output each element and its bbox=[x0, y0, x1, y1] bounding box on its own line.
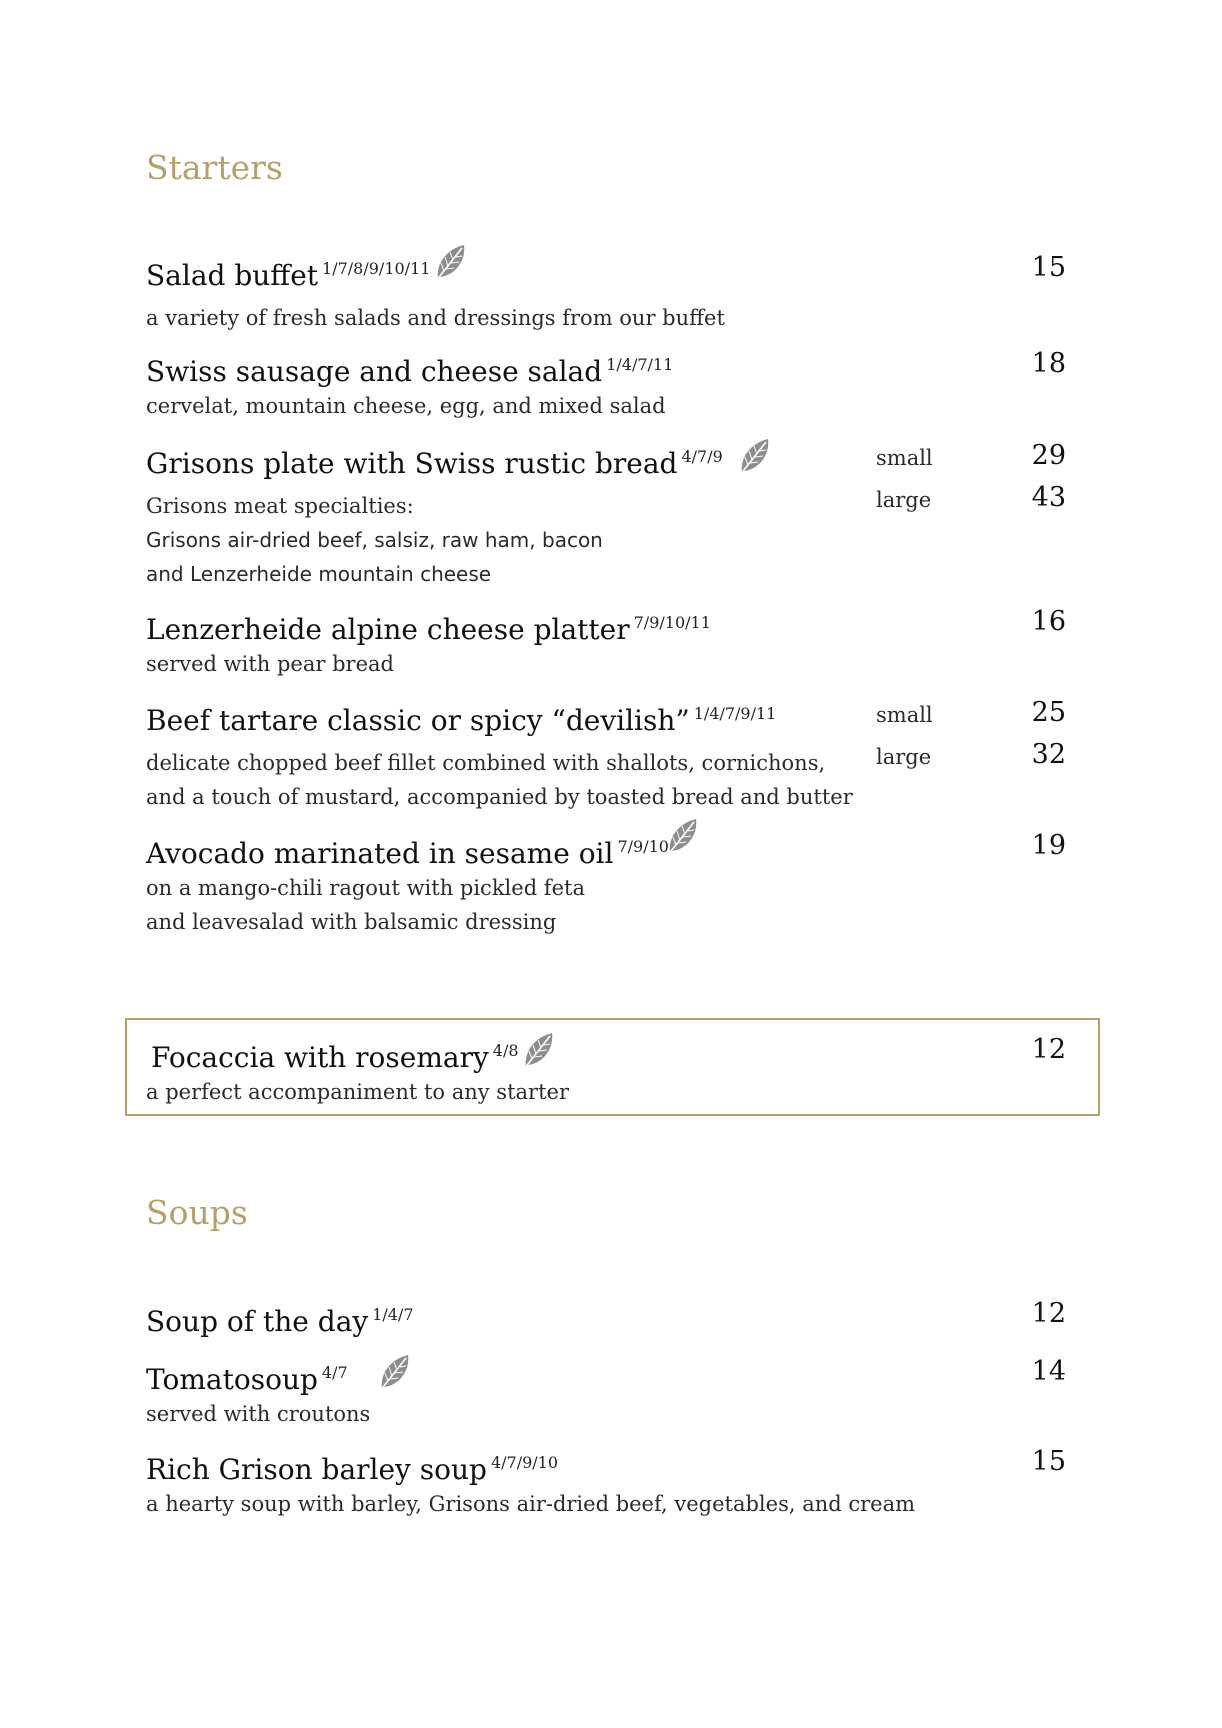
item-description: delicate chopped beef fillet combined with shallots, cornichons, bbox=[146, 751, 826, 775]
item-price: 15 bbox=[1031, 1446, 1066, 1477]
item-description: Grisons meat specialties: bbox=[146, 494, 414, 518]
allergen-codes: 4/7/9/10 bbox=[490, 1453, 559, 1472]
menu-item-avocado bbox=[146, 830, 1066, 939]
item-price: 15 bbox=[1031, 252, 1066, 283]
menu-item-grisons-plate bbox=[146, 440, 1066, 591]
size-label-large: large bbox=[876, 745, 932, 769]
item-name: Salad buffet bbox=[146, 259, 319, 292]
leaf-icon bbox=[520, 1030, 556, 1070]
menu-item-barley-soup bbox=[146, 1446, 1066, 1521]
item-name: Lenzerheide alpine cheese platter bbox=[146, 613, 630, 646]
item-description: a perfect accompaniment to any starter bbox=[146, 1080, 569, 1104]
item-name: Grisons plate with Swiss rustic bread bbox=[146, 447, 678, 480]
leaf-icon bbox=[664, 816, 700, 856]
allergen-codes: 7/9/10 bbox=[617, 837, 669, 856]
menu-item-alpine-cheese-platter bbox=[146, 606, 1066, 681]
item-price-large: 43 bbox=[1031, 482, 1066, 513]
section-title-starters: Starters bbox=[146, 148, 283, 187]
section-title-soups: Soups bbox=[146, 1193, 248, 1232]
item-description: served with pear bread bbox=[146, 652, 394, 676]
size-label-small: small bbox=[876, 703, 933, 727]
item-name: Focaccia with rosemary bbox=[151, 1041, 489, 1074]
item-name: Tomatosoup bbox=[146, 1363, 318, 1396]
menu-item-focaccia bbox=[146, 1034, 1066, 1109]
menu-item-beef-tartare bbox=[146, 697, 1066, 814]
item-description: a hearty soup with barley, Grisons air-dried beef, vegetables, and cream bbox=[146, 1492, 916, 1516]
allergen-codes: 1/4/7/11 bbox=[606, 355, 674, 374]
item-price: 12 bbox=[1031, 1034, 1066, 1065]
item-name: Soup of the day bbox=[146, 1305, 369, 1338]
item-description: on a mango-chili ragout with pickled feta bbox=[146, 876, 585, 900]
allergen-codes: 7/9/10/11 bbox=[633, 613, 711, 632]
item-price: 12 bbox=[1031, 1298, 1066, 1329]
leaf-icon bbox=[376, 1352, 412, 1392]
item-description: served with croutons bbox=[146, 1402, 371, 1426]
leaf-icon bbox=[432, 242, 468, 282]
allergen-codes: 1/4/7 bbox=[372, 1305, 414, 1324]
item-description: Grisons air-dried beef, salsiz, raw ham, bacon bbox=[146, 528, 603, 552]
item-description: and Lenzerheide mountain cheese bbox=[146, 562, 492, 586]
allergen-codes: 4/7/9 bbox=[681, 447, 723, 466]
menu-item-soup-of-the-day bbox=[146, 1298, 1066, 1339]
item-price-large: 32 bbox=[1031, 739, 1066, 770]
item-price-small: 25 bbox=[1031, 697, 1066, 728]
item-price: 16 bbox=[1031, 606, 1066, 637]
item-description: a variety of fresh salads and dressings from our buffet bbox=[146, 306, 725, 330]
item-description: and a touch of mustard, accompanied by toasted bread and butter bbox=[146, 785, 853, 809]
item-description: cervelat, mountain cheese, egg, and mixed salad bbox=[146, 394, 666, 418]
item-price-small: 29 bbox=[1031, 440, 1066, 471]
size-label-large: large bbox=[876, 488, 932, 512]
item-description: and leavesalad with balsamic dressing bbox=[146, 910, 557, 934]
item-price: 14 bbox=[1031, 1356, 1066, 1387]
allergen-codes: 1/7/8/9/10/11 bbox=[322, 259, 431, 278]
menu-item-swiss-sausage-salad bbox=[146, 348, 1066, 423]
item-name: Avocado marinated in sesame oil bbox=[146, 837, 614, 870]
item-price: 19 bbox=[1031, 830, 1066, 861]
allergen-codes: 4/8 bbox=[492, 1041, 519, 1060]
item-name: Rich Grison barley soup bbox=[146, 1453, 487, 1486]
item-name: Swiss sausage and cheese salad bbox=[146, 355, 603, 388]
size-label-small: small bbox=[876, 446, 933, 470]
menu-item-salad-buffet bbox=[146, 252, 1066, 335]
leaf-icon bbox=[736, 436, 772, 476]
item-price: 18 bbox=[1031, 348, 1066, 379]
allergen-codes: 4/7 bbox=[321, 1363, 348, 1382]
allergen-codes: 1/4/7/9/11 bbox=[693, 704, 777, 723]
menu-item-tomatosoup bbox=[146, 1356, 1066, 1431]
item-name: Beef tartare classic or spicy “devilish” bbox=[146, 704, 690, 737]
